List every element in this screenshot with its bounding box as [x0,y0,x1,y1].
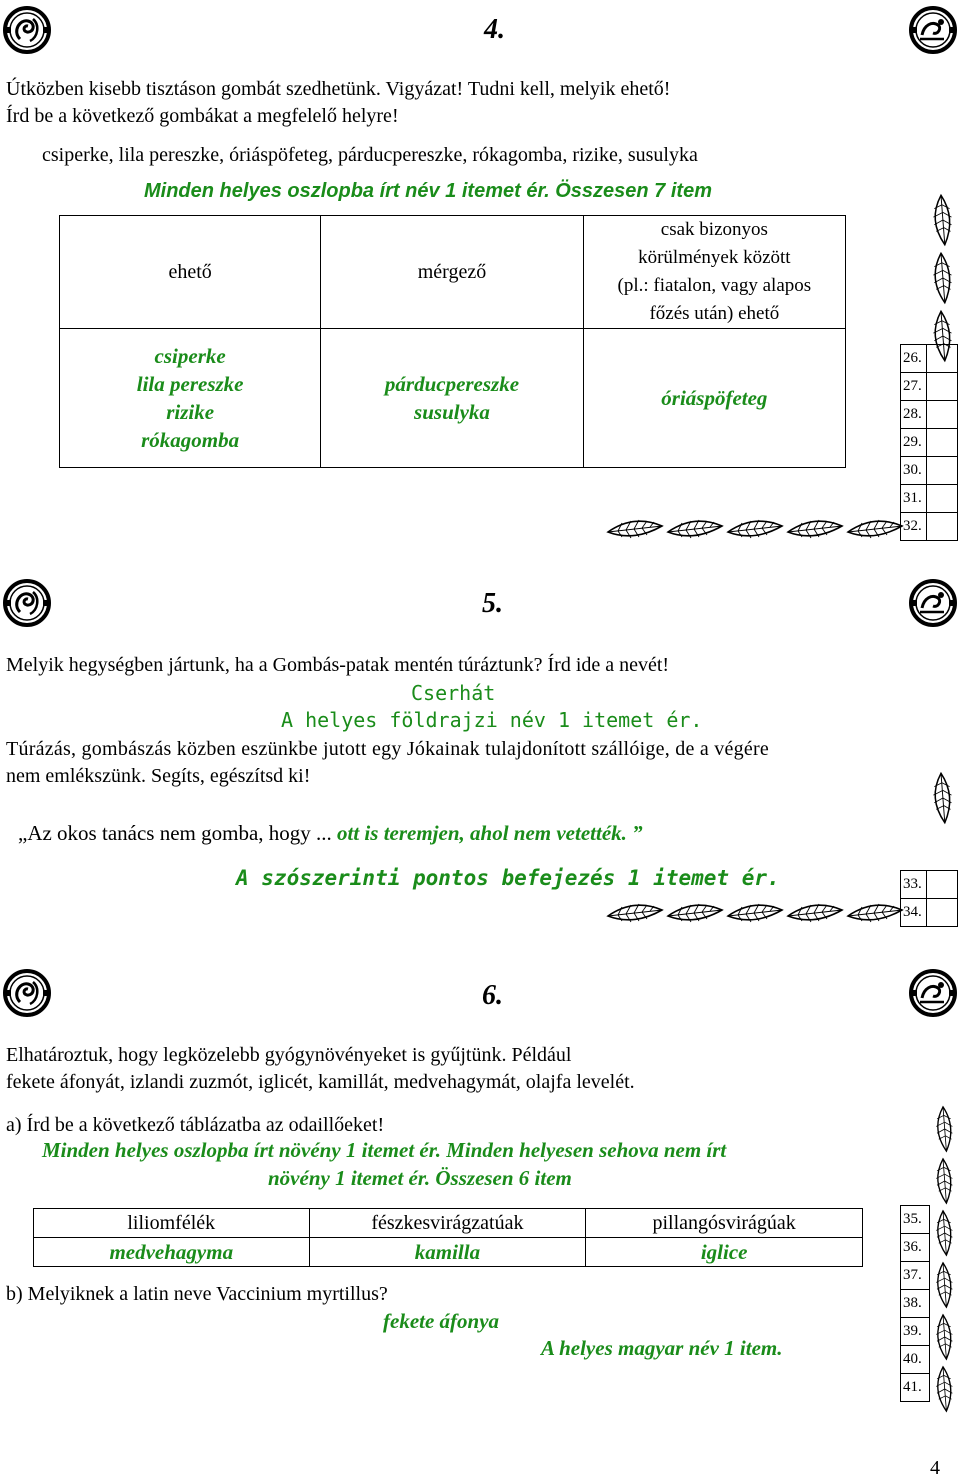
task6-scoring: Minden helyes oszlopba írt növény 1 itemet ér. Minden helyesen sehova nem írt [42,1138,727,1162]
task5-scoring: A helyes földrajzi név 1 itemet ér. [281,708,703,732]
answer-lily-family: medvehagyma [34,1238,310,1267]
answer-legume-family: iglice [586,1238,863,1267]
item-number: 27. [901,373,927,401]
task6-answer-b: fekete áfonya [383,1309,500,1333]
score-box[interactable] [927,457,958,485]
header-composite-family: fészkesvirágzatúak [309,1209,586,1238]
score-box[interactable] [927,513,958,541]
item-number: 26. [901,345,927,373]
task6-scoring-b: A helyes magyar név 1 item. [541,1336,783,1360]
score-column [900,344,958,541]
item-number: 39. [901,1318,930,1346]
score-box[interactable] [927,899,958,927]
page-number: 4 [930,1457,940,1479]
task5-quote [18,820,643,847]
header-edible: ehető [60,216,321,329]
item-number: 32. [901,513,927,541]
header-lily-family: liliomfélék [34,1209,310,1238]
item-number: 31. [901,485,927,513]
leaf-decoration-icon [606,512,904,544]
section-emblem-icon [2,5,52,55]
task5-scoring: A szószerinti pontos befejezés 1 itemet ér. [236,866,780,890]
quote-start: „Az okos tanács nem gomba, hogy ... [18,821,332,845]
quote-answer: ott is teremjen, ahol nem vetették. [337,821,627,845]
task5-question: Melyik hegységben jártunk, ha a Gombás-patak mentén túráztunk? Írd ide a nevét! [6,654,670,676]
item-number: 30. [901,457,927,485]
item-number: 29. [901,429,927,457]
task4-intro: Útközben kisebb tisztáson gombát szedhetünk. Vigyázat! Tudni kell, melyik ehető! [6,78,671,100]
answer-edible: csiperke lila pereszke rizike rókagomba [60,329,321,468]
score-column [900,1205,930,1402]
item-number: 36. [901,1234,930,1262]
header-poisonous: mérgező [321,216,583,329]
item-number: 28. [901,401,927,429]
header-conditional: csak bizonyos körülmények között (pl.: fiatalon, vagy alapos főzés után) ehető [583,216,845,329]
score-box[interactable] [927,429,958,457]
quote-close: ” [632,821,643,845]
task4-scoring: Minden helyes oszlopba írt név 1 itemet ér. Összesen 7 item [144,180,712,202]
section-number: 4. [484,14,505,45]
section-emblem-icon [2,968,52,1018]
score-box[interactable] [927,485,958,513]
header-legume-family: pillangósvirágúak [586,1209,863,1238]
task5-text: nem emlékszünk. Segíts, egészítsd ki! [6,765,311,787]
answer-composite-family: kamilla [309,1238,586,1267]
leaf-decoration-icon [922,770,960,826]
item-number: 38. [901,1290,930,1318]
score-column [900,870,958,927]
section-emblem-icon [908,578,958,628]
section-emblem-icon [908,5,958,55]
score-box[interactable] [927,345,958,373]
section-number: 5. [482,588,503,619]
task6-part-b: b) Melyiknek a latin neve Vaccinium myrtillus? [6,1283,388,1305]
item-number: 33. [901,871,927,899]
item-number: 40. [901,1346,930,1374]
task6-part-a: a) Írd be a következő táblázatba az odaillőeket! [6,1114,385,1136]
section-number: 6. [482,980,503,1011]
answer-poisonous: párducpereszke susulyka [321,329,583,468]
task5-answer: Cserhát [411,681,496,705]
score-box[interactable] [927,373,958,401]
task6-intro: Elhatároztuk, hogy legközelebb gyógynövényeket is gyűjtünk. Például [6,1044,572,1066]
task6-intro: fekete áfonyát, izlandi zuzmót, iglicét, kamillát, medvehagymát, olajfa levelét. [6,1071,635,1093]
answer-conditional: óriáspöfeteg [583,329,845,468]
item-number: 41. [901,1374,930,1402]
leaf-decoration-icon [922,192,960,364]
item-number: 35. [901,1206,930,1234]
section-emblem-icon [2,578,52,628]
task6-table [33,1208,863,1267]
score-box[interactable] [927,871,958,899]
item-number: 37. [901,1262,930,1290]
item-number: 34. [901,899,927,927]
task4-intro: Írd be a következő gombákat a megfelelő helyre! [6,105,399,127]
leaf-decoration-icon [606,896,904,928]
task4-table [59,215,846,468]
leaf-decoration-icon [926,1104,960,1414]
task6-scoring: növény 1 itemet ér. Összesen 6 item [268,1166,572,1190]
task5-text: Túrázás, gombászás közben eszünkbe jutott egy Jókainak tulajdonított szállóige, de a végére [6,738,770,760]
section-emblem-icon [908,968,958,1018]
task4-mushroom-list: csiperke, lila pereszke, óriáspöfeteg, párducpereszke, rókagomba, rizike, susulyka [42,144,698,166]
score-box[interactable] [927,401,958,429]
